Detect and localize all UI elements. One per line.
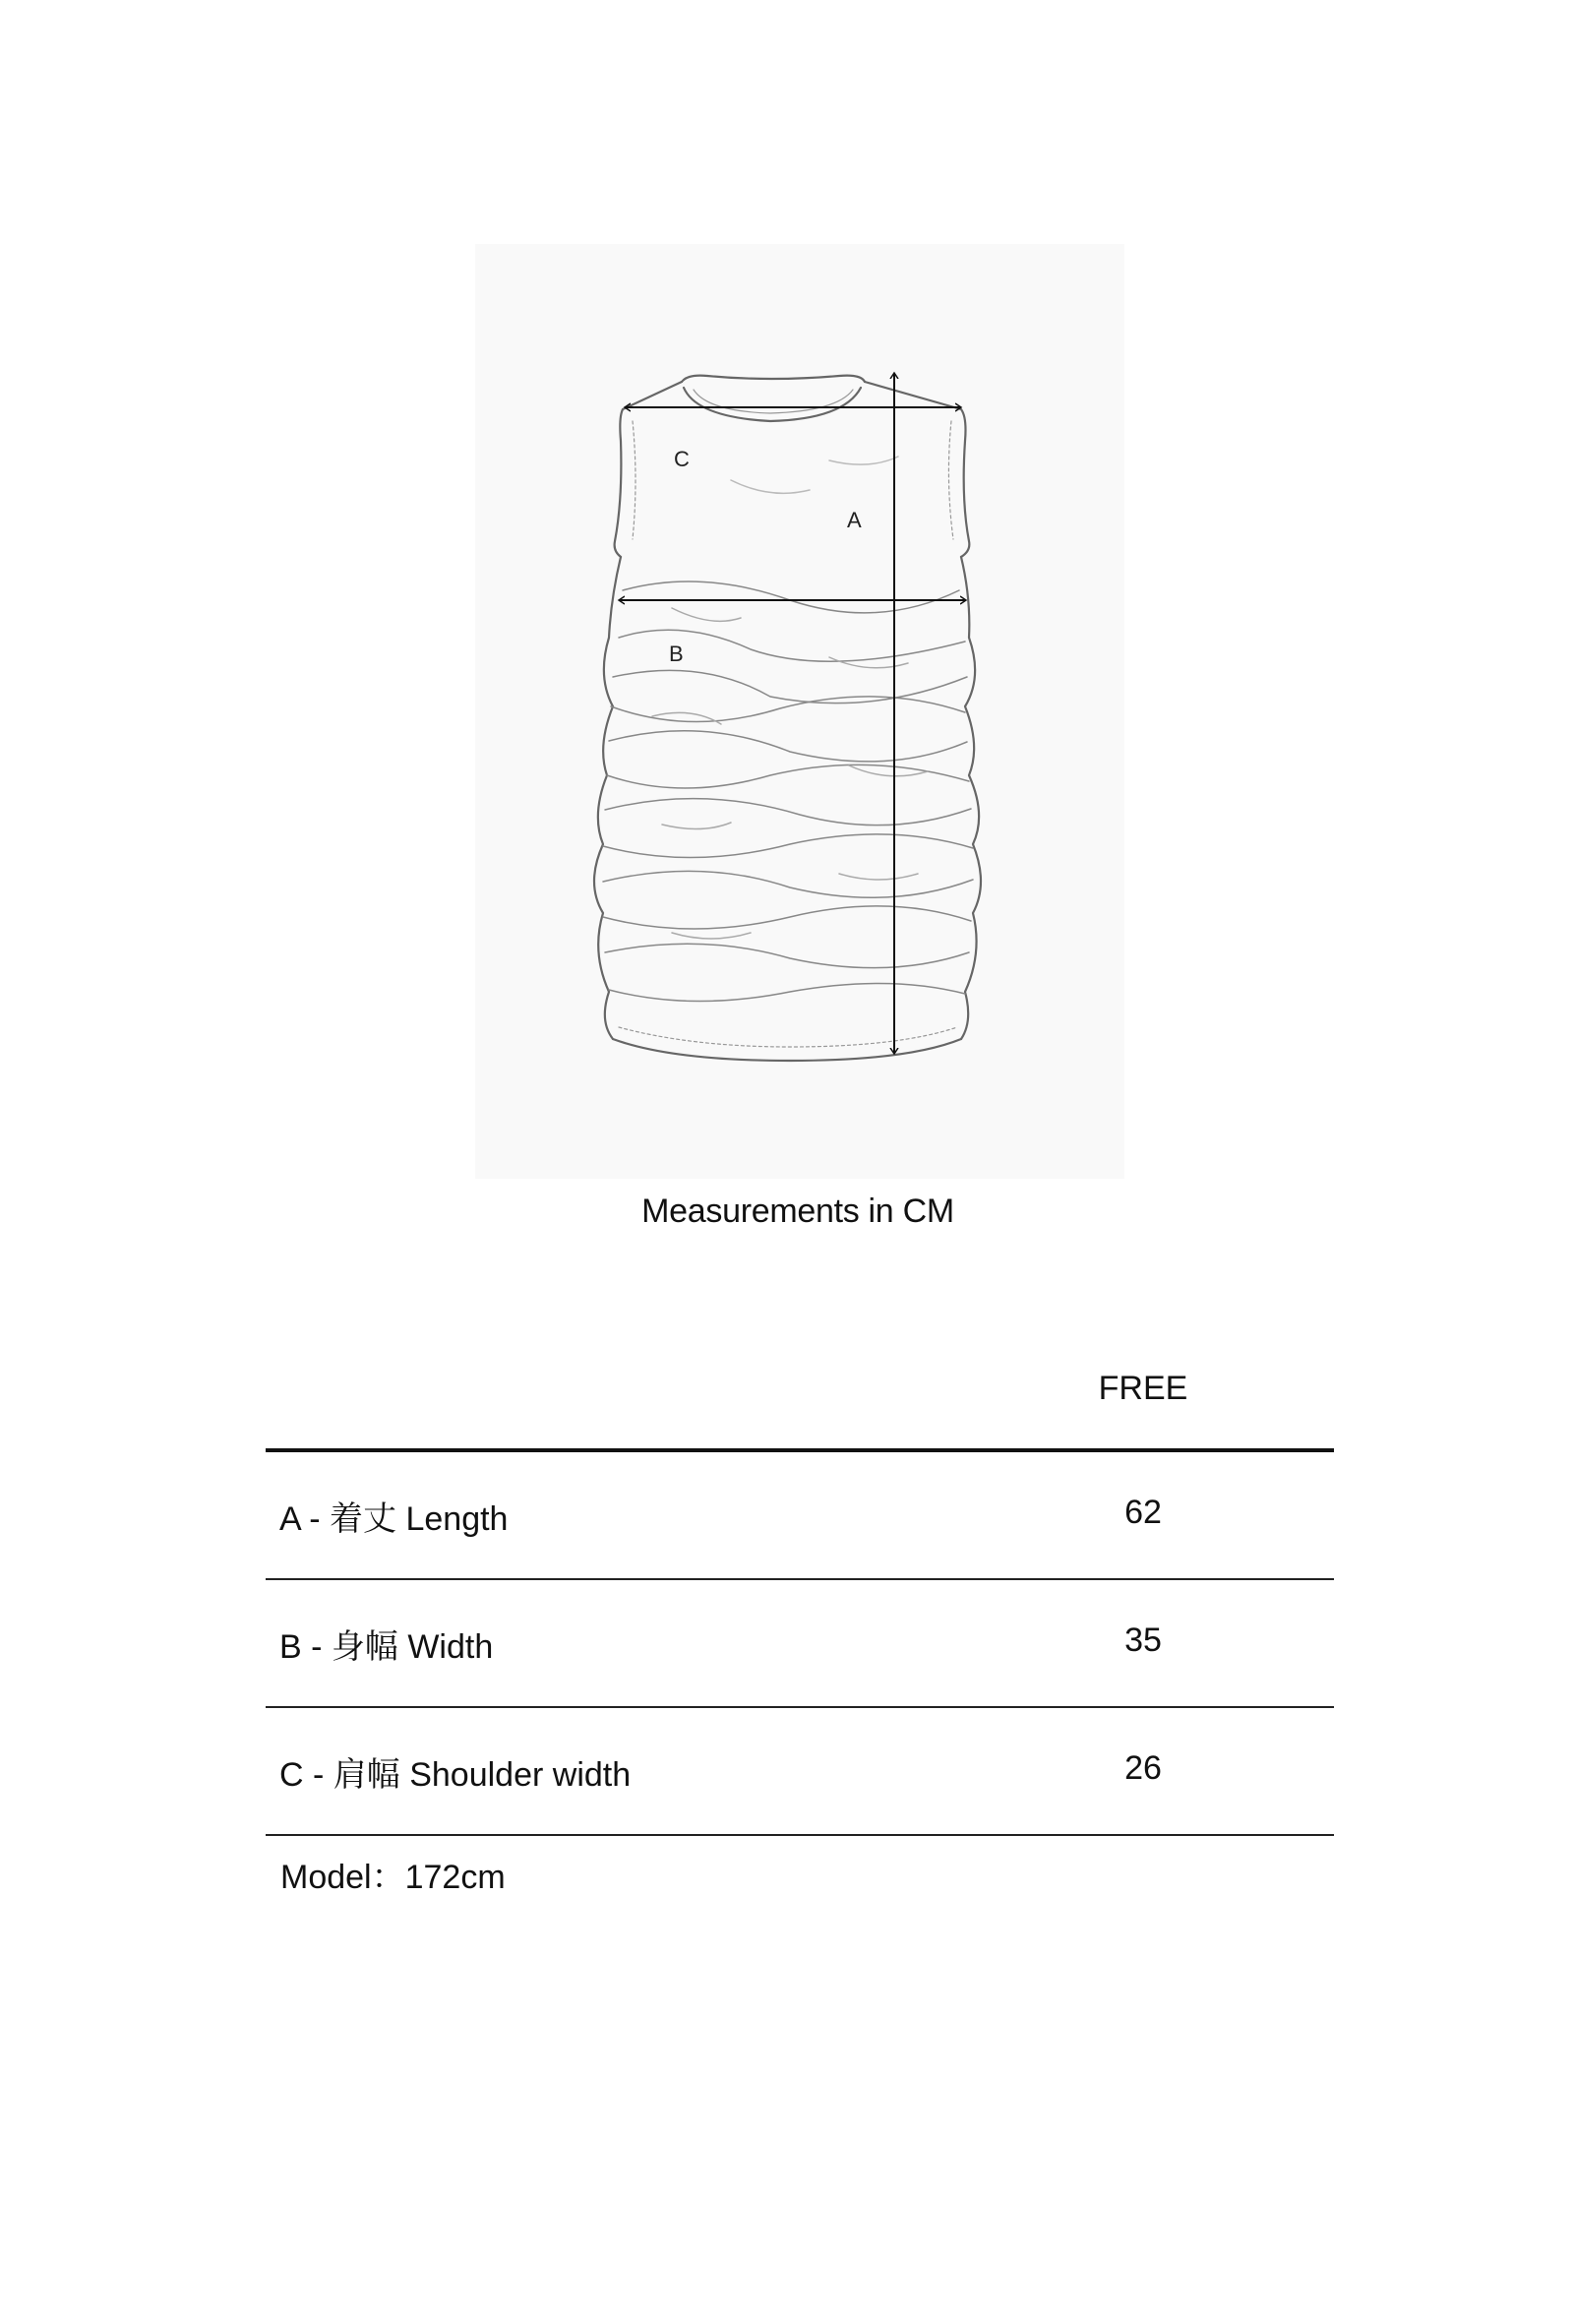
row-value: 35 [1124, 1621, 1162, 1659]
label-a: A [847, 508, 862, 532]
tank-top-sketch [475, 244, 1124, 1179]
measurement-caption: Measurements in CM [641, 1193, 954, 1230]
ruching-folds [603, 457, 973, 1002]
table-header-row [266, 1358, 1334, 1452]
label-c: C [674, 447, 690, 471]
row-value: 26 [1124, 1749, 1162, 1787]
size-table [266, 1358, 1334, 1836]
row-label: B - 身幅 Width [279, 1628, 494, 1666]
row-value: 62 [1124, 1494, 1162, 1531]
table-row [266, 1708, 1334, 1836]
row-label: A - 着丈 Length [279, 1500, 509, 1538]
row-label: C - 肩幅 Shoulder width [279, 1756, 632, 1794]
garment-diagram [475, 244, 1124, 1179]
table-row [266, 1452, 1334, 1580]
model-height-note: Model：172cm [280, 1859, 506, 1896]
label-b: B [669, 642, 684, 666]
table-row [266, 1580, 1334, 1708]
size-header: FREE [1098, 1370, 1188, 1407]
